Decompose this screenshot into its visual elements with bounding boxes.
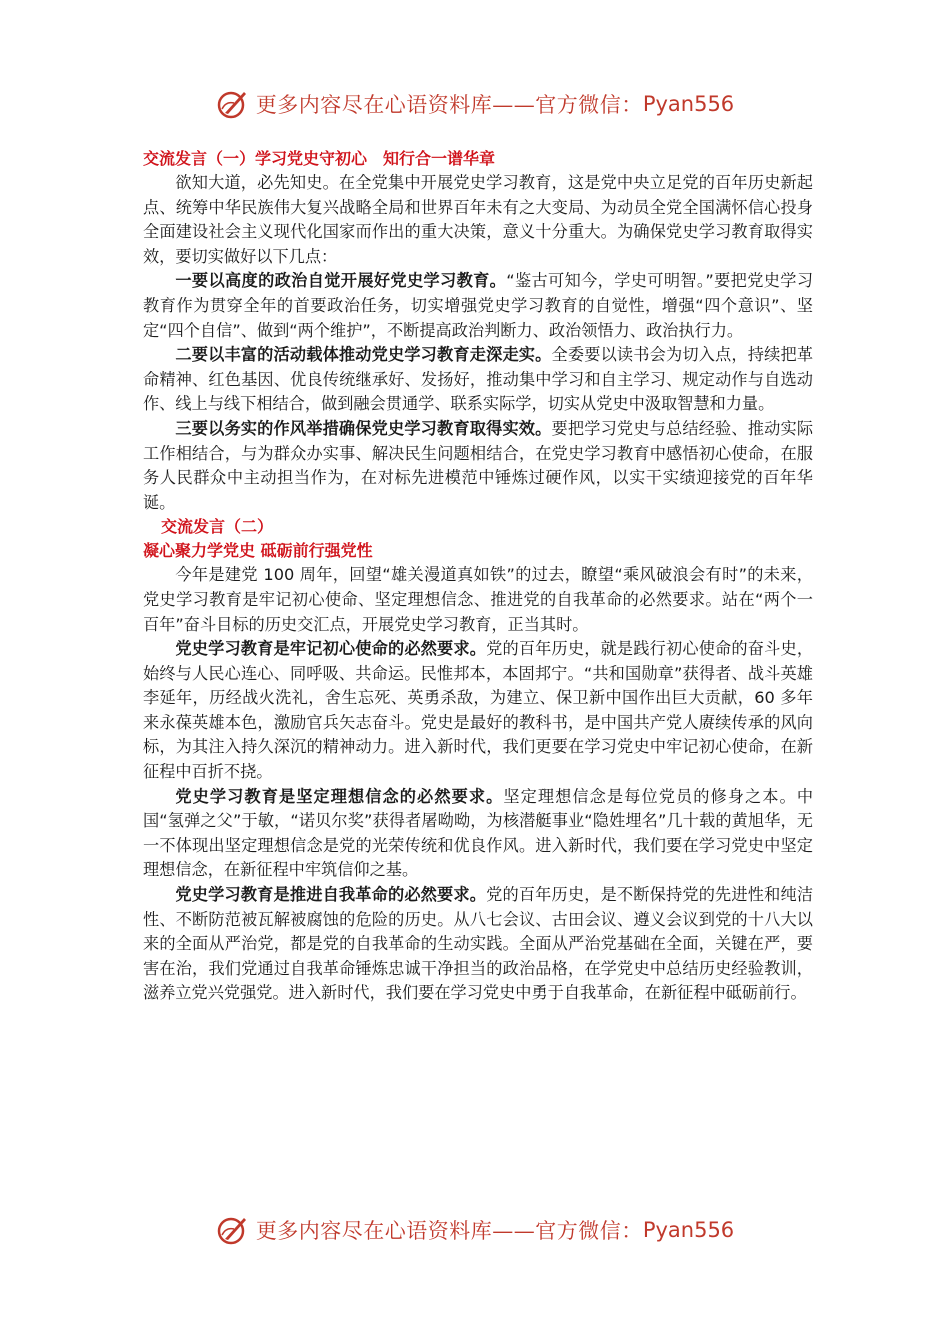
footer-wechat-id: Pyan556: [642, 1218, 735, 1242]
section1-p4-lead: 三要以务实的作风举措确保党史学习教育取得实效。: [175, 418, 552, 438]
footer-banner-text: 更多内容尽在心语资料库——官方微信：: [255, 1219, 643, 1243]
quill-logo-icon: [216, 1213, 250, 1247]
section1-p4-body: 要把学习党史与总结经验、推动实际工作相结合，与为群众办实事、解决民生问题相结合，在党史学习教育中感悟初心使命，在服务人民群众中主动担当作为，在对标先进模范中锤炼过硬作风，以实干实绩迎接党的百年华诞。: [143, 418, 814, 512]
section1-p3-body: 全委要以读书会为切入点，持续把革命精神、红色基因、优良传统继承好、发扬好，推动集中学习和自主学习、规定动作与自选动作、线上与线下相结合，做到融会贯通学、联系实际学，切实从党史中汲取智慧和力量。: [143, 345, 814, 414]
section2-label: 交流发言（二）: [161, 517, 274, 537]
section1-p2-body: “鉴古可知今，学史可明智。”要把党史学习教育作为贯穿全年的首要政治任务，切实增强党史学习教育的自觉性，增强“四个意识”、坚定“四个自信”、做到“两个维护”，不断提高政治判断力、政治领悟力、政治执行力。: [143, 271, 814, 340]
document-body: [143, 147, 813, 1006]
header-wechat-id: Pyan556: [642, 92, 735, 116]
quill-logo-icon: [216, 87, 250, 121]
section2-p3-body: 坚定理想信念是每位党员的修身之本。中国“氢弹之父”于敏，“诺贝尔奖”获得者屠呦呦，为核潜艇事业“隐姓埋名”几十载的黄旭华，无一不体现出坚定理想信念是党的光荣传统和优良作风。进入新时代，我们要在学习党史中坚定理想信念，在新征程中牢筑信仰之基。: [143, 786, 814, 880]
header-banner-text: 更多内容尽在心语资料库——官方微信：: [255, 93, 643, 117]
section1-paragraph-2: [143, 269, 813, 343]
section2-paragraph-4: [143, 883, 813, 1006]
section2-p2-lead: 党史学习教育是牢记初心使命的必然要求。: [175, 639, 487, 659]
section2-paragraph-1: 今年是建党 100 周年，回望“雄关漫道真如铁”的过去，瞭望“乘风破浪会有时”的未来，党史学习教育是牢记初心使命、坚定理想信念、推进党的自我革命的必然要求。站在“两个一百年”奋斗目标的历史交汇点，开展党史学习教育，正当其时。: [143, 565, 813, 634]
section2-paragraph-3: [143, 785, 813, 883]
section1-paragraph-1: 欲知大道，必先知史。在全党集中开展党史学习教育，这是党中央立足党的百年历史新起点、统筹中华民族伟大复兴战略全局和世界百年未有之大变局、为动员全党全国满怀信心投身全面建设社会主义现代化国家而作出的重大决策，意义十分重大。为确保党史学习教育取得实效，要切实做好以下几点：: [143, 173, 813, 266]
section2-p3-lead: 党史学习教育是坚定理想信念的必然要求。: [175, 786, 504, 806]
footer-banner: [0, 1210, 950, 1250]
section2-p2-body: 党的百年历史，就是践行初心使命的奋斗史，始终与人民心连心、同呼吸、共命运。民惟邦本，本固邦宁。“共和国勋章”获得者、战斗英雄李延年，历经战火洗礼，舍生忘死、英勇杀敌，为建立、保卫新中国作出巨大贡献，60 多年来永葆英雄本色，激励官兵矢志奋斗。党史是最好的教科书，是中国共产党人赓续传承的风向标，为其注入持久深沉的精神动力。进入新时代，我们更要在学习党史中牢记初心使命，在新征程中百折不挠。: [143, 639, 814, 782]
section2-paragraph-2: [143, 637, 813, 785]
section1-p2-lead: 一要以高度的政治自觉开展好党史学习教育。: [175, 271, 507, 291]
section2-p4-body: 党的百年历史，是不断保持党的先进性和纯洁性、不断防范被瓦解被腐蚀的危险的历史。从八七会议、古田会议、遵义会议到党的十八大以来的全面从严治党，都是党的自我革命的生动实践。全面从严治党基础在全面，关键在严，要害在治，我们党通过自我革命锤炼忠诚干净担当的政治品格，在学党史中总结历史经验教训，滋养立党兴党强党。进入新时代，我们要在学习党史中勇于自我革命，在新征程中砥砺前行。: [143, 885, 814, 1003]
section1-p3-lead: 二要以丰富的活动载体推动党史学习教育走深走实。: [175, 345, 552, 365]
header-banner: [0, 84, 950, 124]
section1-paragraph-4: [143, 417, 813, 515]
section2-title: 凝心聚力学党史 砥砺前行强党性: [143, 541, 373, 561]
section1-title: 交流发言（一）学习党史守初心 知行合一谱华章: [143, 149, 496, 168]
section1-paragraph-3: [143, 343, 813, 417]
section2-p4-lead: 党史学习教育是推进自我革命的必然要求。: [175, 885, 487, 905]
